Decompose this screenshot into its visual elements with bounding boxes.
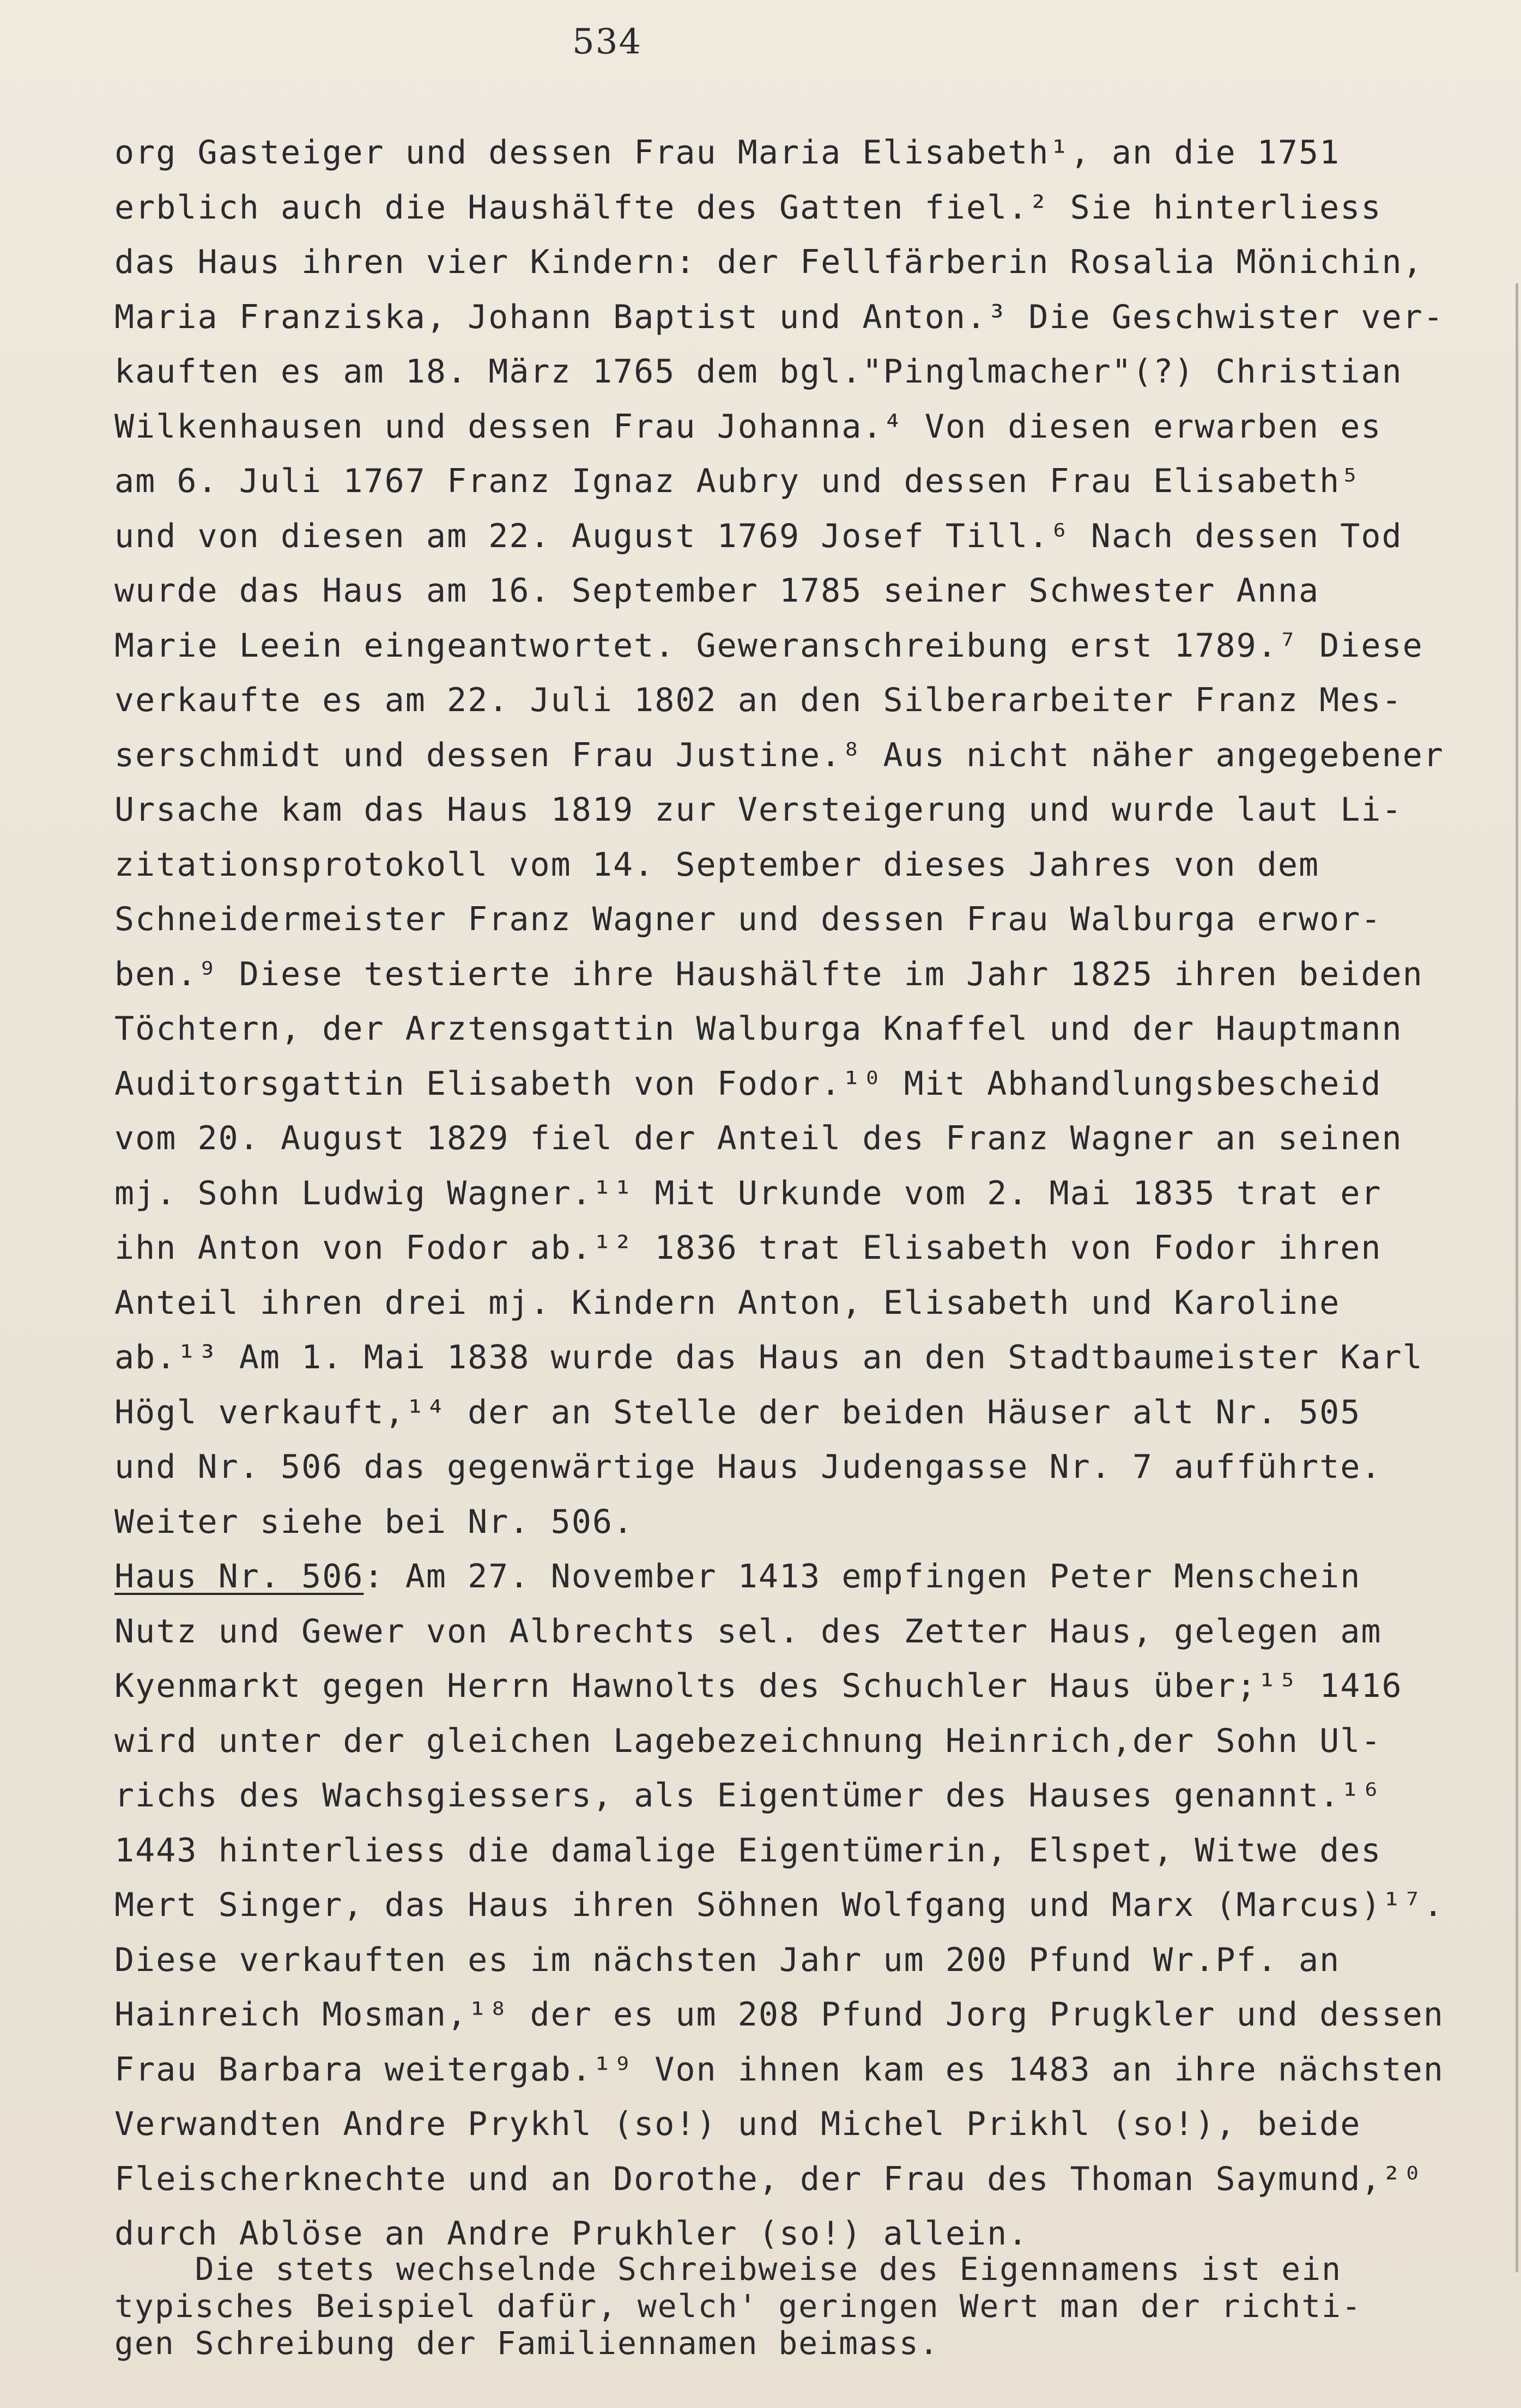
text-line: erblich auch die Haushälfte des Gatten fiel.² Sie hinterliess	[114, 188, 1382, 227]
text-line: Kyenmarkt gegen Herrn Hawnolts des Schuchler Haus über;¹⁵ 1416	[114, 1667, 1403, 1705]
text-line: Hainreich Mosman,¹⁸ der es um 208 Pfund Jorg Prugkler und dessen	[114, 1995, 1444, 2034]
text-line: Wilkenhausen und dessen Frau Johanna.⁴ Von diesen erwarben es	[114, 407, 1382, 446]
text-line: Frau Barbara weitergab.¹⁹ Von ihnen kam es 1483 an ihre nächsten	[114, 2050, 1444, 2089]
page-edge-line	[1516, 283, 1518, 2272]
text-line: ihn Anton von Fodor ab.¹² 1836 trat Elisabeth von Fodor ihren	[114, 1229, 1382, 1267]
text-line: mj. Sohn Ludwig Wagner.¹¹ Mit Urkunde vom 2. Mai 1835 trat er	[114, 1174, 1382, 1212]
text-line: verkaufte es am 22. Juli 1802 an den Silberarbeiter Franz Mes-	[114, 681, 1403, 719]
text-line: Diese verkauften es im nächsten Jahr um 200 Pfund Wr.Pf. an	[114, 1940, 1341, 1979]
text-line: Auditorsgattin Elisabeth von Fodor.¹⁰ Mit Abhandlungsbescheid	[114, 1064, 1382, 1103]
note-line: gen Schreibung der Familiennamen beimass.	[114, 2325, 940, 2362]
note-line: Die stets wechselnde Schreibweise des Eigennamens ist ein	[114, 2251, 1342, 2288]
text-line: Nutz und Gewer von Albrechts sel. des Zetter Haus, gelegen am	[114, 1612, 1382, 1651]
page-number: 534	[572, 22, 643, 62]
text-line: Fleischerknechte und an Dorothe, der Frau des Thoman Saymund,²⁰	[114, 2160, 1423, 2198]
footnote-paragraph	[114, 2251, 1510, 2362]
text-line: serschmidt und dessen Frau Justine.⁸ Aus nicht näher angegebener	[114, 736, 1444, 774]
text-line: durch Ablöse an Andre Prukhler (so!) allein.	[114, 2215, 1029, 2253]
text-line: ab.¹³ Am 1. Mai 1838 wurde das Haus an den Stadtbaumeister Karl	[114, 1338, 1423, 1376]
text-line: Töchtern, der Arztensgattin Walburga Knaffel und der Hauptmann	[114, 1010, 1403, 1048]
text-line: Ursache kam das Haus 1819 zur Versteigerung und wurde laut Li-	[114, 791, 1403, 829]
section-heading: Haus Nr. 506	[114, 1557, 364, 1596]
text-line: und von diesen am 22. August 1769 Josef Till.⁶ Nach dessen Tod	[114, 517, 1403, 555]
text-line: Marie Leein eingeantwortet. Geweranschreibung erst 1789.⁷ Diese	[114, 626, 1423, 665]
text-line: Maria Franziska, Johann Baptist und Anton.³ Die Geschwister ver-	[114, 298, 1444, 336]
text-line: das Haus ihren vier Kindern: der Fellfärberin Rosalia Mönichin,	[114, 243, 1423, 281]
body-text	[114, 125, 1493, 2261]
text-line: richs des Wachsgiessers, als Eigentümer des Hauses genannt.¹⁶	[114, 1776, 1382, 1815]
text-line: : Am 27. November 1413 empfingen Peter Menschein	[363, 1557, 1361, 1596]
text-line: und Nr. 506 das gegenwärtige Haus Judengasse Nr. 7 aufführte.	[114, 1448, 1382, 1486]
section-heading-line	[114, 1549, 1493, 1604]
text-line: wird unter der gleichen Lagebezeichnung Heinrich,der Sohn Ul-	[114, 1721, 1382, 1760]
text-line: Mert Singer, das Haus ihren Söhnen Wolfgang und Marx (Marcus)¹⁷.	[114, 1886, 1444, 1924]
text-line: Verwandten Andre Prykhl (so!) und Michel Prikhl (so!), beide	[114, 2105, 1361, 2143]
text-line: Schneidermeister Franz Wagner und dessen Frau Walburga erwor-	[114, 900, 1382, 938]
text-line: am 6. Juli 1767 Franz Ignaz Aubry und dessen Frau Elisabeth⁵	[114, 462, 1361, 500]
text-line: org Gasteiger und dessen Frau Maria Elisabeth¹, an die 1751	[114, 134, 1341, 172]
text-line: kauften es am 18. März 1765 dem bgl."Pinglmacher"(?) Christian	[114, 353, 1403, 391]
text-line: zitationsprotokoll vom 14. September dieses Jahres von dem	[114, 845, 1320, 884]
text-line: wurde das Haus am 16. September 1785 seiner Schwester Anna	[114, 572, 1320, 610]
text-line: vom 20. August 1829 fiel der Anteil des Franz Wagner an seinen	[114, 1119, 1403, 1157]
text-line: Weiter siehe bei Nr. 506.	[114, 1502, 634, 1541]
text-line: 1443 hinterliess die damalige Eigentümerin, Elspet, Witwe des	[114, 1831, 1382, 1870]
text-line: Högl verkauft,¹⁴ der an Stelle der beiden Häuser alt Nr. 505	[114, 1393, 1361, 1432]
note-line: typisches Beispiel dafür, welch' geringen Wert man der richti-	[114, 2288, 1362, 2325]
text-line: Anteil ihren drei mj. Kindern Anton, Elisabeth und Karoline	[114, 1283, 1341, 1322]
text-line: ben.⁹ Diese testierte ihre Haushälfte im Jahr 1825 ihren beiden	[114, 955, 1423, 993]
